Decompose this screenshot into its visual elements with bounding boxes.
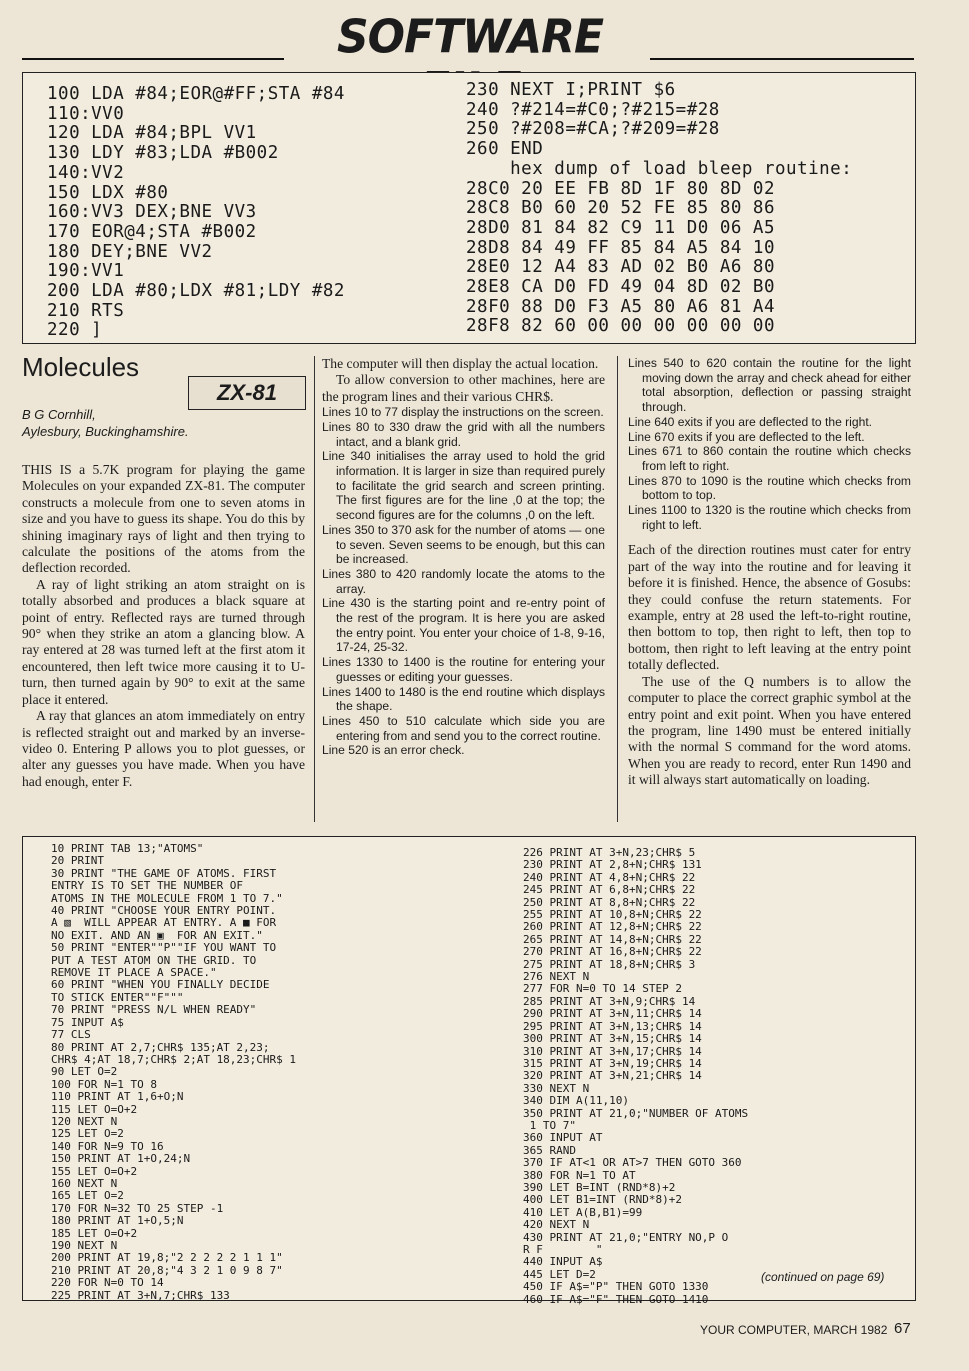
line-note: Lines 671 to 860 contain the routine which checks from left to right.	[628, 444, 911, 473]
platform-badge: ZX-81	[188, 376, 306, 410]
section-title: SOFTWARE	[336, 10, 604, 64]
line-note: Lines 10 to 77 display the instructions on the screen.	[322, 405, 604, 420]
article-column-3	[628, 356, 911, 789]
line-note: Lines 80 to 330 draw the grid with all the numbers intact, and a blank grid.	[322, 419, 605, 449]
body-paragraph: The use of the Q numbers is to allow the computer to place the correct graphic symbol at the entry point and exit point. When you have entered the program, line 1490 must be entered initially with the normal S command for the word atoms. When you are ready to record, enter Run 1490 and it will always start automatically on loading.	[628, 673, 911, 788]
line-note: Lines 870 to 1090 is the routine which checks from bottom to top.	[628, 473, 911, 503]
section-header	[22, 10, 914, 64]
page-footer	[700, 1320, 911, 1337]
header-rule-left	[22, 58, 284, 60]
magazine-issue: YOUR COMPUTER, MARCH 1982	[700, 1323, 888, 1337]
body-paragraph: THIS IS a 5.7K program for playing the game Molecules on your expanded ZX-81. The computer constructs a molecule from one to seven atoms in size and you have to guess its shape. You do this by shining imaginary rays of light and then trying to calculate the positions of the atoms from the deflection recorded.	[22, 462, 305, 576]
author-location: Aylesbury, Buckinghamshire.	[22, 424, 189, 439]
assembler-listing-right: 230 NEXT I;PRINT $6 240 ?#214=#C0;?#215=#28 250 ?#208=#CA;?#209=#28 260 END hex dump of load bleep routine: 28C0 20 EE FB 8D 1F 80 8D 02 28C8 B0 60 20 52 FE 85 80 86 28D0 81 84 82 C9 11 D0 06 A5 28D8 84 49 FF 85 84 A5 84 10 28E0 12 A4 83 AD 02 B0 A6 80 28E8 CA D0 FD 49 04 8D 02 B0 28F0 88 D0 F3 A5 80 A6 81 A4 28F8 82 60 00 00 00 00 00 00	[466, 80, 853, 337]
body-paragraph: Each of the direction routines must cater for entry part of the way into the routine and for leaving it before it is finished. Hence, the absence of Gosubs: they could confuse the return statements. For example, entry at 28 used the left-to-right routine, then bottom to top, then right to left, then top to bottom, then right to left leaving at the entry point totally deflected.	[628, 542, 911, 673]
header-rule-right	[650, 58, 914, 60]
basic-listing-left: 10 PRINT TAB 13;"ATOMS" 20 PRINT 30 PRINT "THE GAME OF ATOMS. FIRST ENTRY IS TO SET THE NUMBER OF ATOMS IN THE MOLECULE FROM 1 TO 7." 40 PRINT "CHOOSE YOUR ENTRY POINT. A ▧ WILL APPEAR AT ENTRY. A ■ FOR NO EXIT. AND AN ▣ FOR AN EXIT." 50 PRINT "ENTER""P""IF YOU WANT TO PUT A TEST ATOM ON THE GRID. TO REMOVE IT PLACE A SPACE." 60 PRINT "WHEN YOU FINALLY DECIDE TO STICK ENTER""F""" 70 PRINT "PRESS N/L WHEN READY" 75 INPUT A$ 77 CLS 80 PRINT AT 2,7;CHR$ 135;AT 2,23; CHR$ 4;AT 18,7;CHR$ 2;AT 18,23;CHR$ 1 90 LET O=2 100 FOR N=1 TO 8 110 PRINT AT 1,6+O;N 115 LET O=O+2 120 NEXT N 125 LET O=2 140 FOR N=9 TO 16 150 PRINT AT 1+O,24;N 155 LET O=O+2 160 NEXT N 165 LET O=2 170 FOR N=32 TO 25 STEP -1 180 PRINT AT 1+O,5;N 185 LET O=O+2 190 NEXT N 200 PRINT AT 19,8;"2 2 2 2 2 1 1 1" 210 PRINT AT 20,8;"4 3 2 1 0 9 8 7" 220 FOR N=0 TO 14 225 PRINT AT 3+N,7;CHR$ 133	[51, 842, 297, 1302]
body-paragraph: The computer will then display the actual location.	[322, 356, 599, 371]
continued-note: (continued on page 69)	[761, 1270, 885, 1284]
basic-listing	[22, 836, 916, 1306]
line-note: Lines 450 to 510 calculate which side you are entering from and send you to the correct routine.	[322, 713, 605, 743]
line-note: Lines 350 to 370 ask for the number of atoms — one to seven. Seven seems to be enough, but this can be increased.	[322, 522, 605, 567]
line-note: Line 430 is the starting point and re-entry point of the rest of the program. It is here you are asked the entry point. You enter your choice of 1-8, 9-16, 17-24, 25-32.	[322, 596, 605, 655]
article-column-2	[322, 356, 605, 758]
line-note: Line 520 is an error check.	[322, 743, 465, 758]
line-note: Lines 540 to 620 contain the routine for the light moving down the array and check ahead for either total absorption, deflection or passing straight through.	[628, 356, 911, 415]
author-name: B G Cornhill,	[22, 407, 96, 422]
column-divider	[617, 356, 618, 822]
line-note: Lines 1330 to 1400 is the routine for entering your guesses or editing your guesses.	[322, 655, 605, 684]
body-paragraph: A ray of light striking an atom straight on is totally absorbed and produces a black square at point of entry. Reflected rays are turned through 90° when they strike an atom a glancing blow. A ray entered at 28 was turned left at the first atom it encountered, then left twice more causing it to U-turn, then turned again by 90° to exit at the same place it entered.	[22, 576, 305, 707]
assembler-listing	[22, 72, 916, 344]
author-byline	[22, 406, 189, 440]
basic-listing-right: 226 PRINT AT 3+N,23;CHR$ 5 230 PRINT AT 2,8+N;CHR$ 131 240 PRINT AT 4,8+N;CHR$ 22 245 PRINT AT 6,8+N;CHR$ 22 250 PRINT AT 8,8+N;CHR$ 22 255 PRINT AT 10,8+N;CHR$ 22 260 PRINT AT 12,8+N;CHR$ 22 265 PRINT AT 14,8+N;CHR$ 22 270 PRINT AT 16,8+N;CHR$ 22 275 PRINT AT 18,8+N;CHR$ 3 276 NEXT N 277 FOR N=0 TO 14 STEP 2 285 PRINT AT 3+N,9;CHR$ 14 290 PRINT AT 3+N,11;CHR$ 14 295 PRINT AT 3+N,13;CHR$ 14 300 PRINT AT 3+N,15;CHR$ 14 310 PRINT AT 3+N,17;CHR$ 14 315 PRINT AT 3+N,19;CHR$ 14 320 PRINT AT 3+N,21;CHR$ 14 330 NEXT N 340 DIM A(11,10) 350 PRINT AT 21,0;"NUMBER OF ATOMS 1 TO 7" 360 INPUT AT 365 RAND 370 IF AT<1 OR AT>7 THEN GOTO 360 380 FOR N=1 TO AT 390 LET B=INT (RND*8)+2 400 LET B1=INT (RND*8)+2 410 LET A(B,B1)=99 420 NEXT N 430 PRINT AT 21,0;"ENTRY NO,P O R F " 440 INPUT A$ 445 LET D=2 450 IF A$="P" THEN GOTO 1330 460 IF A$="F" THEN GOTO 1410	[523, 846, 749, 1306]
assembler-listing-left: 100 LDA #84;EOR@#FF;STA #84 110:VV0 120 LDA #84;BPL VV1 130 LDY #83;LDA #B002 140:VV2 150 LDX #80 160:VV3 DEX;BNE VV3 170 EOR@4;STA #B002 180 DEY;BNE VV2 190:VV1 200 LDA #80;LDX #81;LDY #82 210 RTS 220 ]	[47, 84, 345, 341]
column-divider	[314, 356, 315, 822]
line-note: Lines 380 to 420 randomly locate the atoms to the array.	[322, 566, 605, 596]
body-paragraph: A ray that glances an atom immediately on entry is reflected straight out and marked by an inverse-video 0. Entering P allows you to plot guesses, or alter any guesses you have made. When you have had enough, enter F.	[22, 708, 305, 789]
line-note: Line 640 exits if you are deflected to the right.	[628, 414, 873, 429]
article-column-1	[22, 462, 305, 790]
page-number: 67	[894, 1320, 911, 1337]
body-paragraph: To allow conversion to other machines, here are the program lines and their various CHR$.	[322, 372, 605, 404]
line-note: Lines 1100 to 1320 is the routine which checks from right to left.	[628, 503, 911, 532]
line-note: Lines 1400 to 1480 is the end routine which displays the shape.	[322, 684, 605, 714]
line-note: Line 340 initialises the array used to hold the grid information. It is larger in size than required purely to facilitate the grid search and screen printing. The first figures are for the line ,0 at the top; the second figures are for the columns ,0 on the left.	[322, 449, 605, 523]
article-title: Molecules	[22, 352, 140, 382]
line-note: Line 670 exits if you are deflected to the left.	[628, 429, 865, 444]
